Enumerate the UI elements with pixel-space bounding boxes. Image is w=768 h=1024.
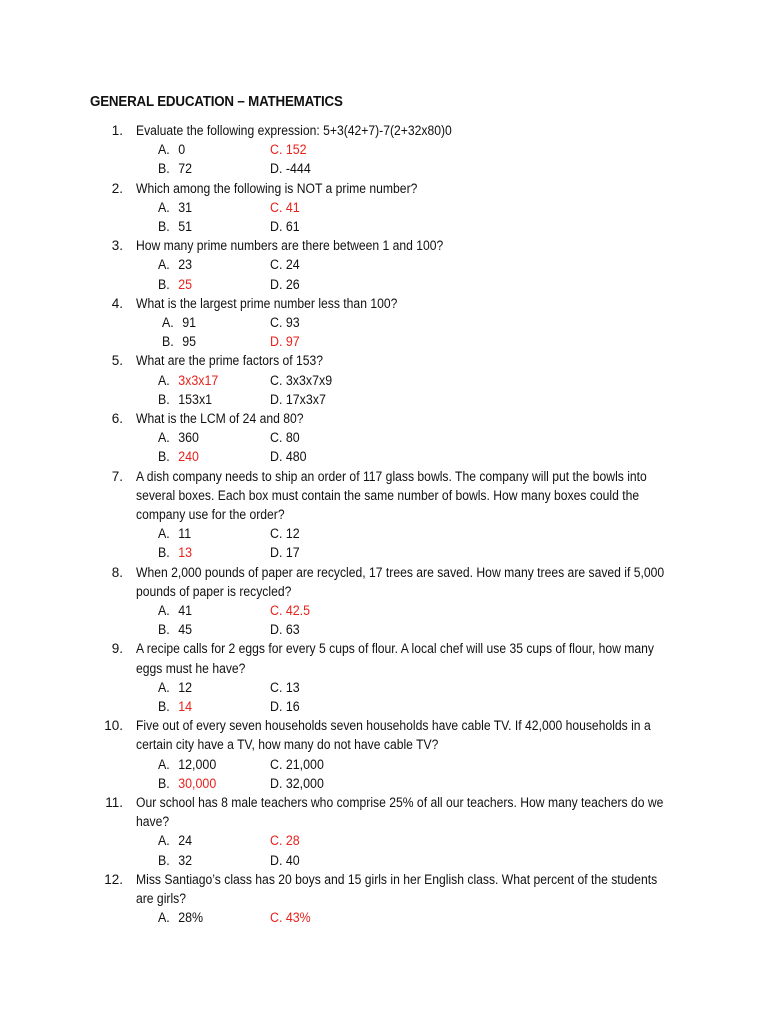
question-text: [136, 409, 681, 428]
option-text: 23: [178, 257, 193, 273]
option-text: 28%: [178, 910, 204, 926]
question-number: 11.: [105, 795, 123, 810]
page-title: GENERAL EDUCATION – MATHEMATICS: [90, 94, 343, 110]
option-label: B.: [158, 699, 170, 714]
question-line: What are the prime factors of 153?: [136, 353, 324, 369]
question-line: eggs must he have?: [136, 660, 246, 676]
answer-option: [158, 198, 192, 217]
answer-option: [158, 524, 191, 543]
question-number: 10.: [104, 718, 123, 734]
option-text: 12: [178, 679, 193, 695]
answer-highlight: C. 152: [270, 142, 307, 158]
answer-highlight: 14: [178, 699, 193, 714]
question-line: are girls?: [136, 891, 186, 906]
answer-option: [158, 678, 192, 697]
question-number: 1.: [111, 123, 123, 138]
answer-option: [158, 543, 192, 562]
answer-option: [270, 275, 300, 294]
option-text: D. 26: [270, 276, 300, 292]
answer-highlight: C. 41: [270, 199, 300, 215]
question-number: 7.: [111, 468, 123, 484]
option-label: A.: [158, 679, 170, 695]
option-text: C. 24: [270, 257, 300, 273]
option-label: B.: [162, 334, 174, 350]
question-number: 8.: [111, 564, 123, 580]
question-number: 9.: [111, 641, 123, 657]
option-text: D. 63: [270, 622, 300, 638]
option-label: A.: [158, 372, 170, 388]
answer-option: [270, 697, 300, 716]
question-line: What is the largest prime number less than 100?: [136, 295, 398, 311]
option-label: B.: [158, 391, 170, 407]
option-text: C. 21,000: [270, 756, 324, 772]
answer-option: [158, 217, 192, 236]
option-text: 153x1: [178, 391, 213, 407]
question-text: [136, 716, 681, 754]
option-label: A.: [162, 315, 174, 330]
answer-option: [162, 313, 196, 332]
answer-option: [270, 255, 300, 274]
option-text: C. 80: [270, 430, 300, 446]
question-line: company use for the order?: [136, 507, 285, 522]
option-text: C. 12: [270, 526, 300, 542]
answer-option: [158, 774, 216, 793]
answer-option: [270, 159, 311, 178]
answer-option: [158, 255, 192, 274]
option-label: A.: [158, 142, 170, 158]
answer-option: [270, 601, 310, 620]
option-label: B.: [158, 161, 170, 177]
option-text: D. 480: [270, 449, 307, 465]
option-label: A.: [158, 526, 170, 542]
answer-highlight: D. 97: [270, 334, 300, 350]
question-number: 2.: [111, 180, 123, 196]
answer-highlight: 30,000: [178, 775, 217, 791]
answer-option: [162, 332, 196, 351]
answer-option: [158, 428, 199, 447]
option-label: A.: [158, 756, 170, 772]
option-label: B.: [158, 545, 170, 561]
question-number: 3.: [111, 238, 123, 254]
answer-option: [158, 140, 185, 159]
answer-option: [158, 390, 212, 409]
answer-option: [158, 601, 192, 620]
answer-highlight: 13: [178, 545, 193, 561]
option-text: C. 13: [270, 679, 300, 695]
option-text: D. 17x3x7: [270, 391, 326, 407]
answer-option: [270, 332, 300, 351]
question-number: 12.: [104, 871, 123, 887]
answer-option: [158, 371, 218, 390]
option-label: A.: [158, 199, 170, 215]
question-number: 5.: [111, 353, 123, 369]
question-text: [136, 236, 681, 255]
answer-highlight: 240: [178, 449, 199, 465]
question-line: Miss Santiago’s class has 20 boys and 15 girls in her English class. What percent of the students: [136, 871, 658, 887]
question-text: [136, 639, 681, 677]
option-label: B.: [158, 852, 170, 868]
question-text: [136, 179, 681, 198]
answer-option: [158, 620, 192, 639]
answer-option: [158, 159, 192, 178]
answer-option: [270, 831, 300, 850]
option-label: A.: [158, 603, 170, 618]
question-line: certain city have a TV, how many do not have cable TV?: [136, 737, 439, 753]
answer-option: [270, 755, 324, 774]
answer-option: [270, 140, 307, 159]
answer-option: [270, 198, 300, 217]
option-text: 45: [178, 622, 193, 638]
answer-option: [270, 390, 326, 409]
answer-highlight: 25: [178, 276, 193, 292]
option-label: B.: [158, 622, 170, 638]
option-text: 51: [178, 219, 193, 234]
option-text: C. 93: [270, 315, 300, 330]
answer-option: [270, 620, 300, 639]
answer-option: [270, 447, 307, 466]
question-line: have?: [136, 814, 170, 830]
answer-option: [270, 313, 300, 332]
option-text: D. 40: [270, 852, 300, 868]
question-number: 6.: [111, 411, 123, 426]
option-text: 41: [178, 603, 193, 618]
answer-highlight: 3x3x17: [178, 372, 219, 388]
answer-option: [270, 543, 300, 562]
option-text: D. 61: [270, 219, 300, 234]
option-text: 0: [178, 142, 186, 158]
question-line: How many prime numbers are there between 1 and 100?: [136, 238, 444, 254]
answer-option: [270, 524, 300, 543]
answer-option: [270, 774, 324, 793]
question-text: [136, 870, 681, 908]
option-label: A.: [158, 430, 170, 446]
question-line: A recipe calls for 2 eggs for every 5 cups of flour. A local chef will use 35 cups of flour, how many: [136, 641, 655, 657]
option-text: D. 32,000: [270, 775, 324, 791]
option-text: D. 16: [270, 699, 300, 714]
answer-highlight: C. 28: [270, 833, 300, 849]
option-label: B.: [158, 449, 170, 465]
option-text: 11: [178, 526, 192, 542]
answer-option: [270, 371, 332, 390]
answer-option: [270, 908, 311, 927]
question-line: Our school has 8 male teachers who comprise 25% of all our teachers. How many teachers do we: [136, 795, 664, 810]
answer-option: [158, 275, 192, 294]
question-line: A dish company needs to ship an order of 117 glass bowls. The company will put the bowls into: [136, 468, 647, 484]
option-text: 72: [178, 161, 193, 177]
answer-option: [270, 851, 300, 870]
answer-option: [158, 755, 216, 774]
answer-option: [270, 217, 300, 236]
question-line: Five out of every seven households seven households have cable TV. If 42,000 households in a: [136, 718, 651, 734]
answer-option: [270, 678, 300, 697]
question-line: pounds of paper is recycled?: [136, 583, 292, 599]
question-line: Which among the following is NOT a prime number?: [136, 180, 418, 196]
option-label: B.: [158, 775, 170, 791]
option-text: C. 3x3x7x9: [270, 372, 333, 388]
answer-option: [158, 697, 192, 716]
option-text: 12,000: [178, 756, 217, 772]
question-text: [136, 121, 681, 140]
question-text: [136, 294, 681, 313]
answer-option: [158, 851, 192, 870]
option-label: A.: [158, 257, 170, 273]
question-line: When 2,000 pounds of paper are recycled, 17 trees are saved. How many trees are saved if 5,000: [136, 564, 665, 580]
option-label: B.: [158, 276, 170, 292]
option-text: 95: [182, 334, 197, 350]
question-line: Evaluate the following expression: 5+3(42+7)-7(2+32x80)0: [136, 123, 452, 138]
option-text: 24: [178, 833, 193, 849]
option-text: 31: [178, 199, 193, 215]
option-text: 32: [178, 852, 193, 868]
answer-option: [158, 447, 199, 466]
question-text: [136, 351, 681, 370]
option-text: D. -444: [270, 161, 311, 177]
answer-option: [158, 831, 192, 850]
question-text: [136, 467, 681, 525]
question-number: 4.: [111, 295, 123, 311]
answer-option: [270, 428, 300, 447]
answer-option: [158, 908, 203, 927]
answer-highlight: C. 43%: [270, 910, 311, 926]
option-text: 91: [182, 315, 197, 330]
question-line: several boxes. Each box must contain the same number of bowls. How many boxes could the: [136, 487, 640, 503]
question-text: [136, 563, 681, 601]
question-text: [136, 793, 681, 831]
option-text: 360: [178, 430, 199, 446]
option-label: A.: [158, 910, 170, 926]
option-label: B.: [158, 219, 170, 234]
answer-highlight: C. 42.5: [270, 603, 311, 618]
question-line: What is the LCM of 24 and 80?: [136, 411, 304, 426]
option-label: A.: [158, 833, 170, 849]
option-text: D. 17: [270, 545, 300, 561]
